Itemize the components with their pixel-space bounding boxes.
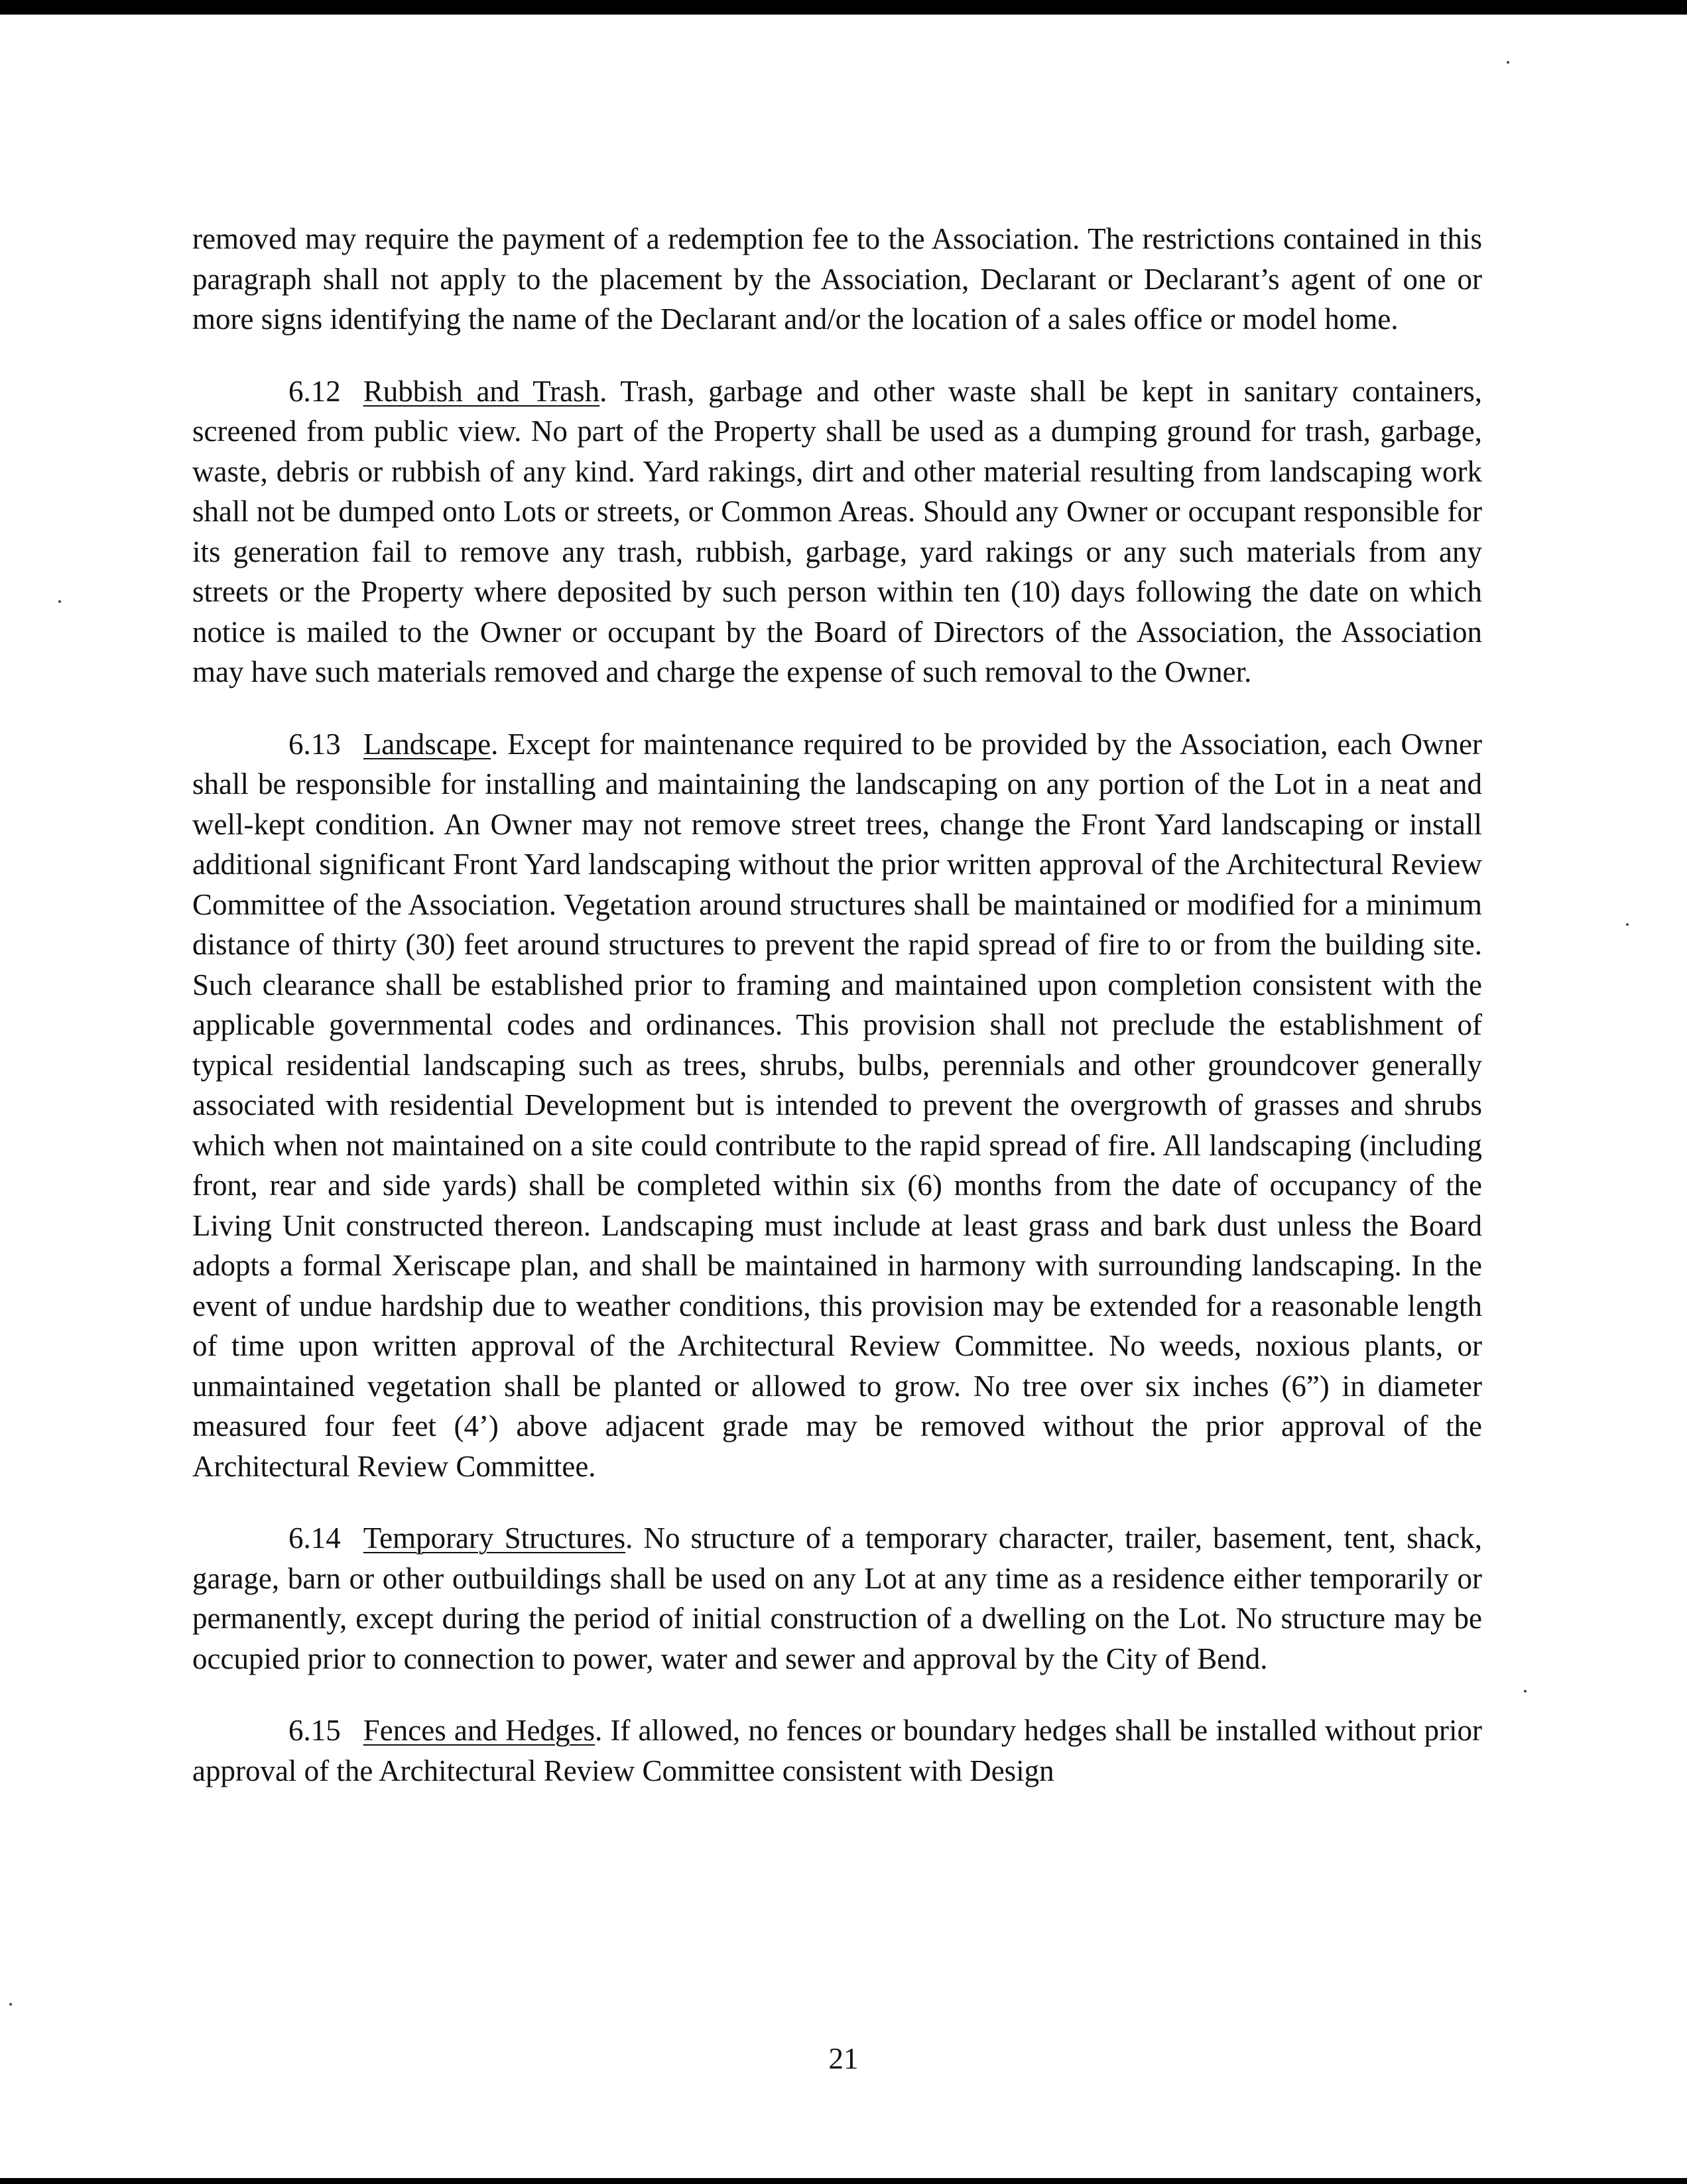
section-text: Except for maintenance required to be provided by the Association, each Owner shall be responsible for installing and maintaining the landscaping on any portion of the Lot in a neat and well-kept condition. An Owner may not remove street trees, change the Front Yard landscaping or install additional significant Front Yard landscaping without the prior written approval of the Architectural Review Committee of the Association. Vegetation around structures shall be maintained or modified for a minimum distance of thirty (30) feet around structures to prevent the rapid spread of fire to or from the building site. Such clearance shall be established prior to framing and maintained upon completion consistent with the applicable governmental codes and ordinances. This provision shall not preclude the establishment of typical residential landscaping such as trees, shrubs, bulbs, perennials and other groundcover generally associated with residential Development but is intended to prevent the overgrowth of grasses and shrubs which when not maintained on a site could contribute to the rapid spread of fire. All landscaping (including front, rear and side yards) shall be completed within six (6) months from the date of occupancy of the Living Unit constructed thereon. Landscaping must include at least grass and bark dust unless the Board adopts a formal Xeriscape plan, and shall be maintained in harmony with surrounding landscaping. In the event of undue hardship due to weather conditions, this provision may be extended for a reasonable length of time upon written approval of the Architectural Review Committee. No weeds, noxious plants, or unmaintained vegetation shall be planted or allowed to grow. No tree over six inches (6”) in diameter measured four feet (4’) above adjacent grade may be removed without the prior approval of the Architectural Review Committee. [192, 727, 1482, 1483]
section-text: Trash, garbage and other waste shall be kept in sanitary containers, screened from public view. No part of the Property shall be used as a dumping ground for trash, garbage, waste, debris or rubbish of any kind. Yard rakings, dirt and other material resulting from landscaping work shall not be dumped onto Lots or streets, or Common Areas. Should any Owner or occupant responsible for its generation fail to remove any trash, rubbish, garbage, yard rakings or any such materials from any streets or the Property where deposited by such person within ten (10) days following the date on which notice is mailed to the Owner or occupant by the Board of Directors of the Association, the Association may have such materials removed and charge the expense of such removal to the Owner. [192, 374, 1482, 688]
section-number: 6.12 [288, 374, 341, 408]
section-number: 6.14 [288, 1521, 341, 1555]
paragraph-text: removed may require the payment of a redemption fee to the Association. The restrictions contained in this paragraph shall not apply to the placement by the Association, Declarant or Declarant’s agent of one or more signs identifying the name of the Declarant and/or the location of a sales office or model home. [192, 222, 1482, 336]
section-heading: Rubbish and Trash [363, 374, 600, 408]
section-heading: Landscape [363, 727, 491, 761]
scan-speck [1507, 61, 1509, 64]
section-heading: Fences and Hedges [363, 1714, 595, 1747]
section-number: 6.13 [288, 727, 341, 761]
scan-bottom-border [0, 2178, 1687, 2184]
document-page [192, 219, 1482, 1823]
scan-speck [58, 600, 61, 603]
page-number: 21 [828, 2042, 859, 2075]
section-6-12-rubbish-and-trash: 6.12 Rubbish and Trash. Trash, garbage and other waste shall be kept in sanitary containers, screened from public view. No part of the Property shall be used as a dumping ground for trash, garbage, waste, debris or rubbish of any kind. Yard rakings, dirt and other material resulting from landscaping work shall not be dumped onto Lots or streets, or Common Areas. Should any Owner or occupant responsible for its generation fail to remove any trash, rubbish, garbage, yard rakings or any such materials from any streets or the Property where deposited by such person within ten (10) days following the date on which notice is mailed to the Owner or occupant by the Board of Directors of the Association, the Association may have such materials removed and charge the expense of such removal to the Owner. [192, 371, 1482, 692]
section-6-15-fences-and-hedges: 6.15 Fences and Hedges. If allowed, no fences or boundary hedges shall be installed without prior approval of the Architectural Review Committee consistent with Design [192, 1710, 1482, 1791]
section-text: No structure of a temporary character, trailer, basement, tent, shack, garage, barn or other outbuildings shall be used on any Lot at any time as a residence either temporarily or permanently, except during the period of initial construction of a dwelling on the Lot. No structure may be occupied prior to connection to power, water and sewer and approval by the City of Bend. [192, 1521, 1482, 1675]
section-heading: Temporary Structures [363, 1521, 626, 1555]
scan-speck [1626, 923, 1629, 926]
section-6-14-temporary-structures: 6.14 Temporary Structures. No structure of a temporary character, trailer, basement, tent, shack, garage, barn or other outbuildings shall be used on any Lot at any time as a residence either temporarily or permanently, except during the period of initial construction of a dwelling on the Lot. No structure may be occupied prior to connection to power, water and sewer and approval by the City of Bend. [192, 1518, 1482, 1679]
scan-speck [9, 2003, 12, 2006]
section-text: If allowed, no fences or boundary hedges shall be installed without prior approval of the Architectural Review Committee consistent with Design [192, 1714, 1483, 1787]
scan-top-border [0, 0, 1687, 15]
paragraph-continuation [192, 219, 1482, 340]
section-number: 6.15 [288, 1714, 341, 1747]
scan-speck [1524, 1690, 1527, 1693]
section-6-13-landscape: 6.13 Landscape. Except for maintenance required to be provided by the Association, each Owner shall be responsible for installing and maintaining the landscaping on any portion of the Lot in a neat and well-kept condition. An Owner may not remove street trees, change the Front Yard landscaping or install additional significant Front Yard landscaping without the prior written approval of the Architectural Review Committee of the Association. Vegetation around structures shall be maintained or modified for a minimum distance of thirty (30) feet around structures to prevent the rapid spread of fire to or from the building site. Such clearance shall be established prior to framing and maintained upon completion consistent with the applicable governmental codes and ordinances. This provision shall not preclude the establishment of typical residential landscaping such as trees, shrubs, bulbs, perennials and other groundcover generally associated with residential Development but is intended to prevent the overgrowth of grasses and shrubs which when not maintained on a site could contribute to the rapid spread of fire. All landscaping (including front, rear and side yards) shall be completed within six (6) months from the date of occupancy of the Living Unit constructed thereon. Landscaping must include at least grass and bark dust unless the Board adopts a formal Xeriscape plan, and shall be maintained in harmony with surrounding landscaping. In the event of undue hardship due to weather conditions, this provision may be extended for a reasonable length of time upon written approval of the Architectural Review Committee. No weeds, noxious plants, or unmaintained vegetation shall be planted or allowed to grow. No tree over six inches (6”) in diameter measured four feet (4’) above adjacent grade may be removed without the prior approval of the Architectural Review Committee. [192, 724, 1482, 1487]
